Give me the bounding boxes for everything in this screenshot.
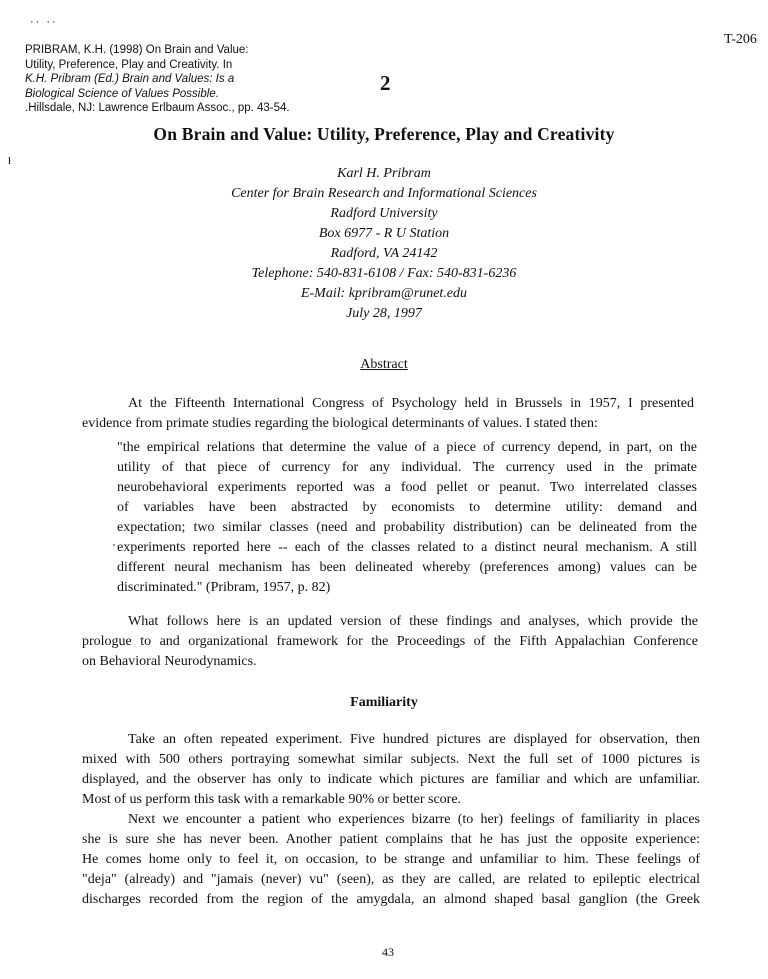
author-email: E-Mail: kpribram@runet.edu bbox=[300, 286, 468, 301]
page-number: 43 bbox=[382, 945, 394, 959]
author-affiliation: Center for Brain Research and Informational Sciences bbox=[231, 186, 537, 201]
text-line: prologue to and organizational framework for the Proceedings of the Fifth Appalachian Conference bbox=[82, 634, 698, 649]
text-line: different neural mechanism has been delineated whereby (preferences among) values can be bbox=[117, 560, 697, 575]
text-line: mixed with 500 others portraying somewhat similar subjects. Next the full set of 1000 pictures is bbox=[82, 752, 700, 767]
corner-marks: ·· ·· bbox=[30, 16, 58, 28]
text-line: Take an often repeated experiment. Five hundred pictures are displayed for observation, then bbox=[128, 732, 700, 747]
text-line: discriminated." (Pribram, 1957, p. 82) bbox=[117, 580, 331, 595]
author-city: Radford, VA 24142 bbox=[330, 246, 438, 261]
citation-reference bbox=[25, 43, 355, 116]
text-line: on Behavioral Neurodynamics. bbox=[82, 654, 257, 669]
reference-line: K.H. Pribram (Ed.) Brain and Values: Is a bbox=[25, 73, 235, 85]
familiarity-body bbox=[82, 730, 700, 910]
text-line: He comes home only to feel it, on occasion, to be strange and unfamiliar to him. These feelings of bbox=[82, 852, 700, 867]
text-line: neurobehavioral experiments reported was a food pellet or peanut. Two interrelated classes bbox=[117, 480, 697, 495]
author-block bbox=[0, 164, 768, 324]
quote-margin-mark: ' bbox=[113, 542, 115, 554]
text-line: discharges recorded from the region of the amygdala, an almond shaped basal ganglion (the Greek bbox=[82, 892, 700, 907]
document-code: T-206 bbox=[724, 32, 757, 47]
text-line: "the empirical relations that determine the value of a piece of currency depend, in part, on the bbox=[117, 440, 697, 455]
text-line: displayed, and the observer has only to indicate which pictures are familiar and which are unfamiliar. bbox=[82, 772, 700, 787]
author-phone: Telephone: 540-831-6108 / Fax: 540-831-6236 bbox=[251, 266, 517, 281]
reference-line: .Hillsdale, NJ: Lawrence Erlbaum Assoc., pp. 43-54. bbox=[25, 102, 290, 114]
author-university: Radford University bbox=[330, 206, 438, 221]
abstract-followup bbox=[82, 612, 698, 672]
text-line: "deja" (already) and "jamais (never) vu" (seen), as they are called, are related to epileptic electrical bbox=[82, 872, 700, 887]
abstract-intro bbox=[82, 394, 694, 434]
text-line: experiments reported here -- each of the classes related to a distinct neural mechanism. A still bbox=[117, 540, 697, 555]
author-name: Karl H. Pribram bbox=[337, 166, 431, 181]
reference-line: Biological Science of Values Possible. bbox=[25, 87, 219, 100]
margin-mark: ł bbox=[8, 155, 12, 167]
text-line: of variables have been abstracted by economists to determine utility: demand and bbox=[117, 500, 697, 515]
reference-line: Utility, Preference, Play and Creativity. In bbox=[25, 58, 233, 71]
familiarity-heading: Familiarity bbox=[350, 695, 418, 710]
abstract-quote bbox=[117, 438, 697, 598]
text-line: she is sure she has never been. Another patient complains that he has just the opposite experience: bbox=[82, 832, 700, 847]
text-line: Next we encounter a patient who experiences bizarre (to her) feelings of familiarity in places bbox=[128, 812, 700, 827]
text-line: What follows here is an updated version of these findings and analyses, which provide the bbox=[128, 614, 698, 629]
author-address: Box 6977 - R U Station bbox=[318, 226, 450, 241]
text-line: At the Fifteenth International Congress of Psychology held in Brussels in 1957, I presented bbox=[128, 396, 694, 411]
abstract-heading: Abstract bbox=[360, 357, 408, 372]
text-line: expectation; two similar classes (need and probability distribution) can be delineated from the bbox=[117, 520, 697, 535]
chapter-number: 2 bbox=[380, 71, 391, 95]
author-date: July 28, 1997 bbox=[346, 306, 422, 321]
text-line: utility of that piece of currency for any individual. The currency used in the primate bbox=[117, 460, 697, 475]
text-line: evidence from primate studies regarding the biological determinants of values. I stated then: bbox=[82, 416, 598, 431]
text-line: Most of us perform this task with a remarkable 90% or better score. bbox=[82, 792, 462, 807]
paper-title: On Brain and Value: Utility, Preference, Play and Creativity bbox=[153, 124, 615, 144]
reference-line: PRIBRAM, K.H. (1998) On Brain and Value: bbox=[25, 44, 249, 56]
